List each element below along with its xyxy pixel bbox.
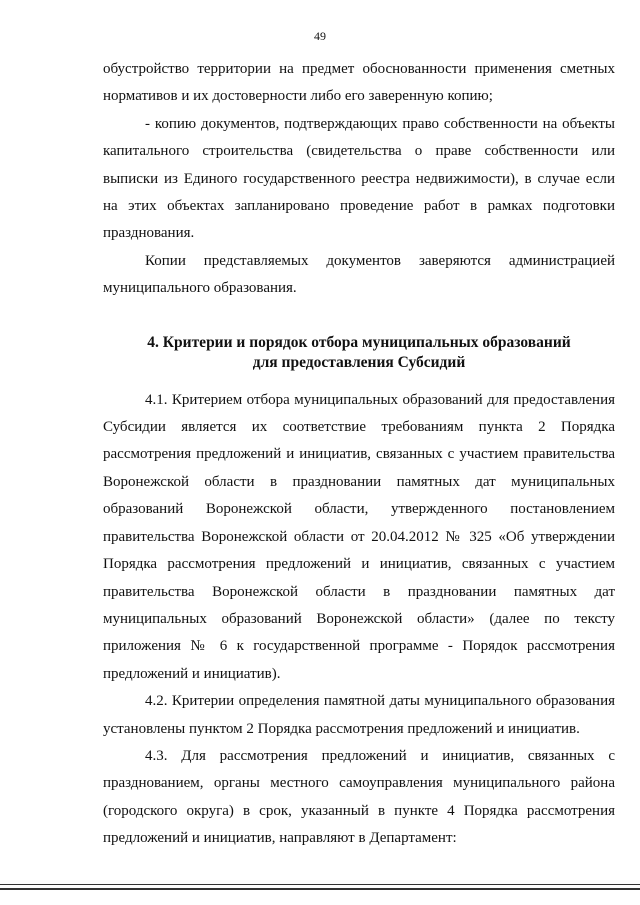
paragraph-smeta-continuation: обустройство территории на предмет обоснованности применения сметных нормативов и их достоверности либо его заверенную копию;	[103, 61, 615, 105]
section-heading-line-1: 4. Критерии и порядок отбора муниципальных образований	[147, 333, 571, 351]
page-number: 49	[314, 29, 326, 43]
paragraph-4-2: 4.2. Критерии определения памятной даты муниципального образования установлены пунктом 2 Порядка рассмотрения предложений и инициатив.	[103, 693, 615, 737]
section-heading-line-2: для предоставления Субсидий	[252, 353, 466, 371]
footer-divider	[0, 884, 640, 885]
section-heading	[103, 333, 615, 373]
paragraph-copies-certified: Копии представляемых документов заверяются администрацией муниципального образования.	[103, 252, 615, 297]
footer-divider-thick	[0, 888, 640, 890]
paragraph-ownership-documents: - копию документов, подтверждающих право собственности на объекты капитального строительства (свидетельства о праве собственности или выписки из Единого государственного реестра недвижимости), в случае если на этих объектах запланировано проведение работ в рамках подготовки празднования.	[103, 115, 615, 242]
paragraph-4-1: 4.1. Критерием отбора муниципальных образований для предоставления Субсидии является их соответствие требованиям пункта 2 Порядка рассмотрения предложений и инициатив, связанных с участием правительства Воронежской области в праздновании памятных дат муниципальных образований Воронежской области, утвержденного постановлением правительства Воронежской области от 20.04.2012 № 325 «Об утверждении Порядка рассмотрения предложений и инициатив, связанных с участием правительства Воронежской области в праздновании памятных дат муниципальных образований Воронежской области» (далее по тексту приложения № 6 к государственной программе - Порядок рассмотрения предложений и инициатив).	[103, 391, 615, 682]
document-body	[103, 56, 615, 853]
paragraph-4-3: 4.3. Для рассмотрения предложений и инициатив, связанных с празднованием, органы местного самоуправления муниципального района (городского округа) в срок, указанный в пункте 4 Порядка рассмотрения предложений и инициатив, направляют в Департамент:	[103, 747, 615, 847]
